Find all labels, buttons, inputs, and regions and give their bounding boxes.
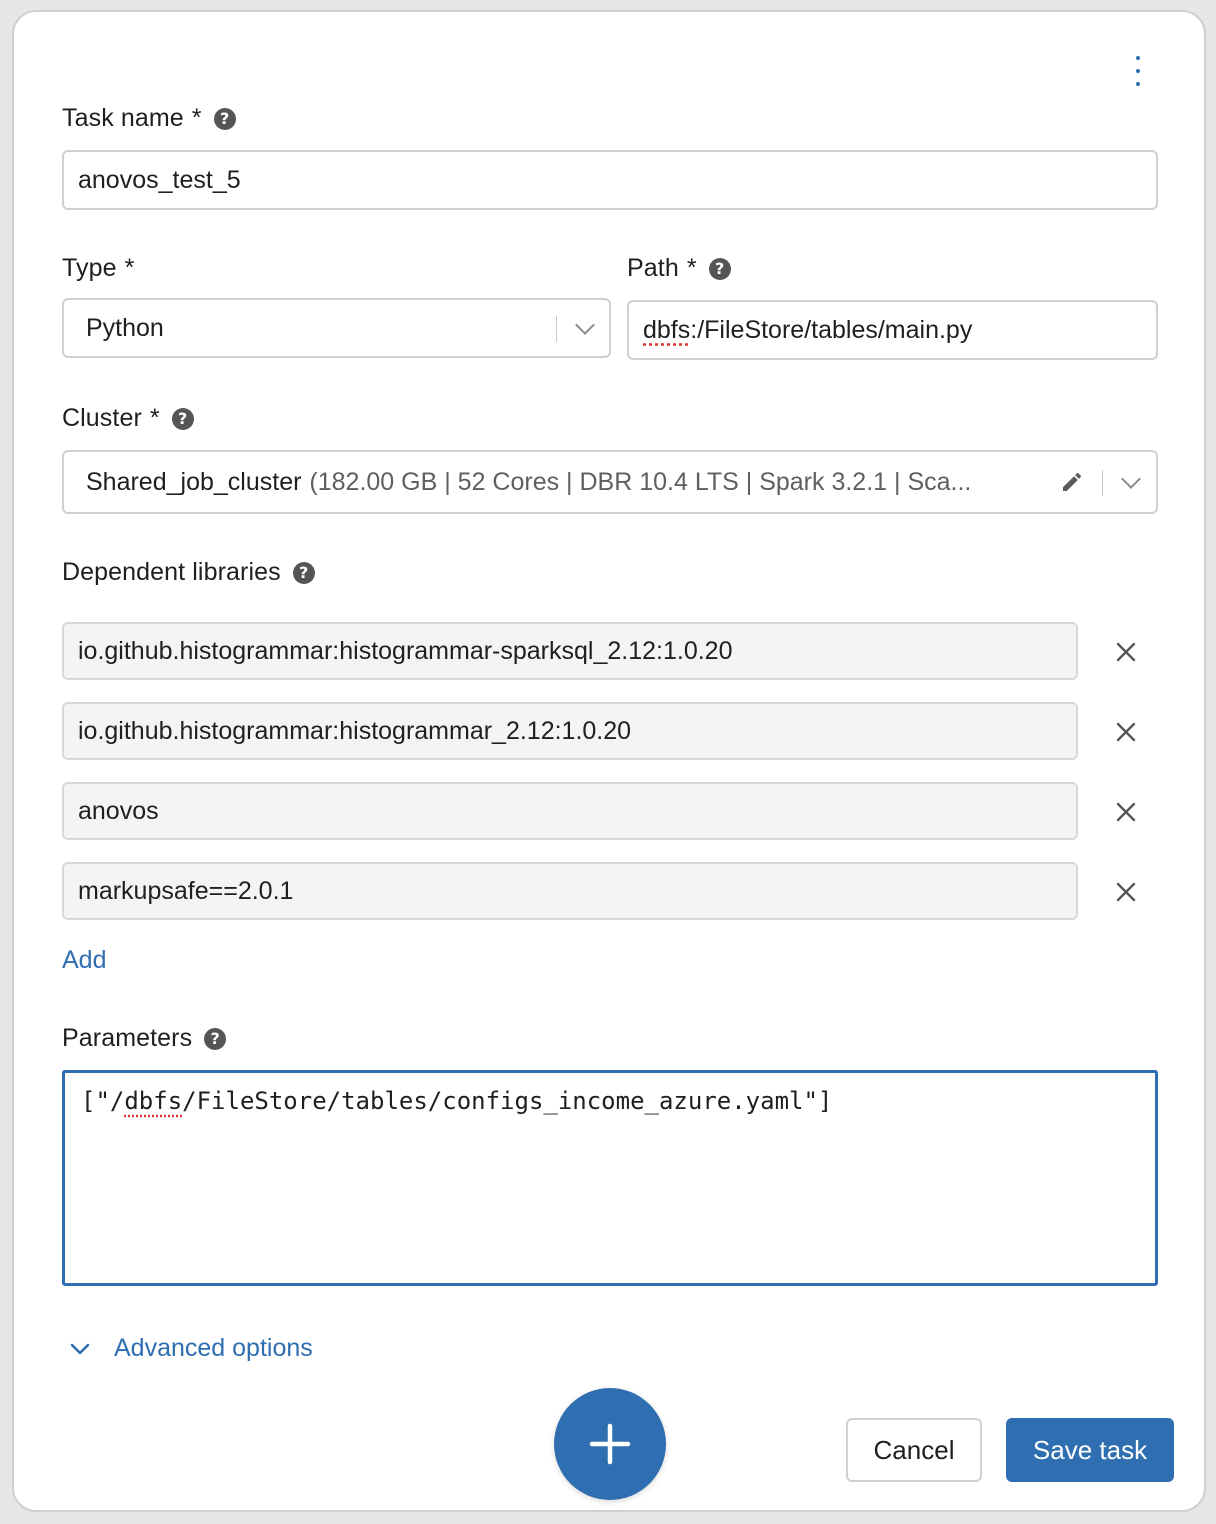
type-label <box>62 254 134 283</box>
more-options-kebab-icon[interactable] <box>1128 56 1148 86</box>
library-item <box>62 862 1078 920</box>
type-selected-value: Python <box>86 313 164 342</box>
remove-library-close-icon[interactable] <box>1114 880 1138 904</box>
task-editor-panel <box>12 10 1206 1512</box>
cluster-details: (182.00 GB | 52 Cores | DBR 10.4 LTS | Spark 3.2.1 | Sca... <box>309 467 972 496</box>
select-divider <box>1102 470 1103 496</box>
library-item <box>62 622 1078 680</box>
help-icon[interactable]: ? <box>293 562 315 584</box>
path-value-rest: :/FileStore/tables/main.py <box>690 315 973 344</box>
dependent-libraries-label <box>62 558 315 587</box>
task-name-label <box>62 104 236 133</box>
advanced-options-label: Advanced options <box>114 1334 313 1362</box>
library-name: markupsafe==2.0.1 <box>78 876 294 905</box>
remove-library-close-icon[interactable] <box>1114 800 1138 824</box>
add-task-button[interactable] <box>554 1388 666 1500</box>
task-name-input[interactable] <box>62 150 1158 210</box>
type-select[interactable] <box>62 298 611 358</box>
path-input[interactable] <box>627 300 1158 360</box>
remove-library-close-icon[interactable] <box>1114 640 1138 664</box>
task-name-label-text: Task name <box>62 104 184 132</box>
library-name: io.github.histogrammar:histogrammar-sparksql_2.12:1.0.20 <box>78 636 733 665</box>
library-name: io.github.histogrammar:histogrammar_2.12:1.0.20 <box>78 716 632 745</box>
add-library-link[interactable]: Add <box>62 946 107 974</box>
help-icon[interactable]: ? <box>172 408 194 430</box>
remove-library-close-icon[interactable] <box>1114 720 1138 744</box>
dependent-libraries-label-text: Dependent libraries <box>62 558 281 586</box>
help-icon[interactable]: ? <box>204 1028 226 1050</box>
advanced-options-toggle[interactable] <box>62 1334 313 1363</box>
parameters-textarea[interactable] <box>62 1070 1158 1286</box>
required-mark: * <box>124 254 135 282</box>
help-icon[interactable]: ? <box>214 108 236 130</box>
save-task-button[interactable]: Save task <box>1006 1418 1174 1482</box>
help-icon[interactable]: ? <box>709 258 731 280</box>
library-name: anovos <box>78 796 159 825</box>
parameters-label <box>62 1024 226 1053</box>
parameters-label-text: Parameters <box>62 1024 193 1052</box>
plus-icon <box>588 1422 632 1466</box>
path-label <box>627 254 731 283</box>
edit-pencil-icon[interactable] <box>1060 470 1084 494</box>
parameters-value-spell: dbfs <box>124 1087 183 1115</box>
path-label-text: Path <box>627 254 679 282</box>
library-item <box>62 782 1078 840</box>
cluster-select[interactable] <box>62 450 1158 514</box>
cluster-name: Shared_job_cluster <box>86 467 302 496</box>
chevron-down-icon[interactable] <box>1121 469 1141 489</box>
required-mark: * <box>191 104 202 132</box>
library-item <box>62 702 1078 760</box>
cluster-label <box>62 404 194 433</box>
cluster-label-text: Cluster <box>62 404 142 432</box>
required-mark: * <box>149 404 160 432</box>
cancel-button[interactable]: Cancel <box>846 1418 982 1482</box>
path-value-prefix: dbfs <box>643 315 691 344</box>
select-divider <box>556 316 557 342</box>
parameters-value-end: /FileStore/tables/configs_income_azure.yaml"] <box>182 1087 833 1115</box>
required-mark: * <box>686 254 697 282</box>
chevron-down-icon <box>62 1337 98 1361</box>
task-name-value: anovos_test_5 <box>78 165 241 194</box>
parameters-value-start: ["/ <box>81 1087 125 1115</box>
chevron-down-icon[interactable] <box>575 315 595 335</box>
type-label-text: Type <box>62 254 117 282</box>
